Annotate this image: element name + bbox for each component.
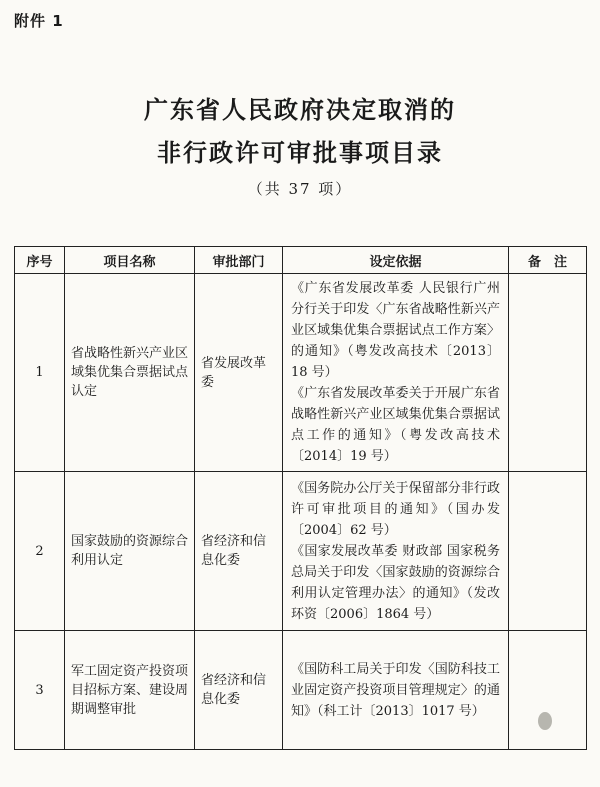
table-row bbox=[15, 631, 587, 750]
row-remarks bbox=[509, 631, 587, 750]
legal-basis-entry: 《广东省发展改革委关于开展广东省战略性新兴产业区域集优集合票据试点工作的通知》（粤发改高技术〔2014〕19 号） bbox=[291, 386, 500, 464]
row-item-name: 军工固定资产投资项目招标方案、建设周期调整审批 bbox=[65, 631, 195, 750]
row-item-name: 国家鼓励的资源综合利用认定 bbox=[65, 472, 195, 631]
header-serial-number: 序号 bbox=[15, 247, 65, 274]
row-legal-basis bbox=[283, 472, 509, 631]
item-count: （共 37 项） bbox=[247, 180, 353, 198]
row-legal-basis bbox=[283, 631, 509, 750]
header-approval-department: 审批部门 bbox=[195, 247, 283, 274]
approval-items-table bbox=[14, 246, 587, 750]
row-remarks bbox=[509, 274, 587, 472]
row-item-name: 省战略性新兴产业区域集优集合票据试点认定 bbox=[65, 274, 195, 472]
row-serial-number: 3 bbox=[15, 631, 65, 750]
attachment-label: 附件 1 bbox=[14, 12, 64, 30]
document-title-line-2: 非行政许可审批事项目录 bbox=[157, 139, 443, 167]
ink-smudge bbox=[538, 712, 552, 730]
header-legal-basis: 设定依据 bbox=[283, 247, 509, 274]
table-row bbox=[15, 274, 587, 472]
row-serial-number: 2 bbox=[15, 472, 65, 631]
row-serial-number: 1 bbox=[15, 274, 65, 472]
document-title-line-1: 广东省人民政府决定取消的 bbox=[144, 96, 456, 124]
header-item-name: 项目名称 bbox=[65, 247, 195, 274]
table-header-row bbox=[15, 247, 587, 274]
table-row bbox=[15, 472, 587, 631]
row-legal-basis bbox=[283, 274, 509, 472]
row-remarks bbox=[509, 472, 587, 631]
legal-basis-entry: 《国防科工局关于印发〈国防科技工业固定资产投资项目管理规定〉的通知》（科工计〔2013〕1017 号） bbox=[291, 661, 500, 719]
legal-basis-entry: 《国家发展改革委 财政部 国家税务总局关于印发〈国家鼓励的资源综合利用认定管理办法〉的通知》（发改环资〔2006〕1864 号） bbox=[291, 543, 500, 622]
row-approval-department: 省发展改革委 bbox=[195, 274, 283, 472]
row-approval-department: 省经济和信息化委 bbox=[195, 472, 283, 631]
row-approval-department: 省经济和信息化委 bbox=[195, 631, 283, 750]
legal-basis-entry: 《广东省发展改革委 人民银行广州分行关于印发〈广东省战略性新兴产业区域集优集合票据试点工作方案〉的通知》（粤发改高技术〔2013〕18 号） bbox=[291, 281, 500, 380]
legal-basis-entry: 《国务院办公厅关于保留部分非行政许可审批项目的通知》（国办发〔2004〕62 号） bbox=[291, 480, 500, 538]
header-remarks: 备 注 bbox=[509, 247, 587, 274]
